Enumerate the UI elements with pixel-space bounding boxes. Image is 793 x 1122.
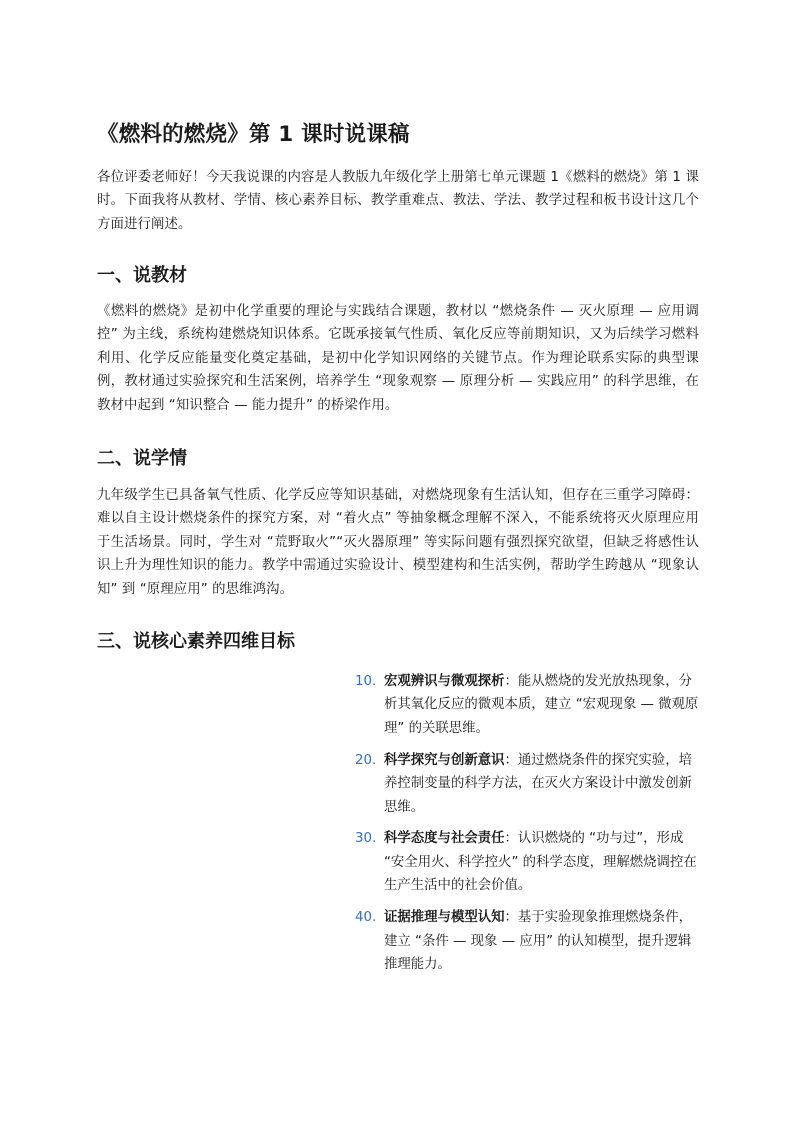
objective-title: 证据推理与模型认知 — [384, 910, 505, 926]
objective-number: 20. — [355, 752, 377, 768]
objective-text: ：通过燃烧条件的探究实验，培养控制变量的科学方法，在灭火方案设计中激发创新思维。 — [384, 752, 692, 815]
objective-item — [355, 670, 700, 740]
objective-text: ：认识燃烧的 “功与过”，形成 “安全用火、科学控火” 的科学态度，理解燃烧调控在生产生活中的社会价值。 — [384, 831, 697, 894]
objective-text: ：能从燃烧的发光放热现象，分析其氧化反应的微观本质，建立 “宏观现象 — 微观原理” 的关联思维。 — [384, 674, 699, 736]
objective-number: 40. — [355, 910, 377, 926]
objective-number: 10. — [355, 674, 377, 689]
objectives-list — [355, 670, 700, 985]
objective-title: 宏观辨识与微观探析 — [384, 674, 505, 689]
section-heading-textbook: 一、说教材 — [97, 265, 187, 286]
objective-item — [355, 906, 700, 976]
section-body-textbook: 《燃料的燃烧》是初中化学重要的理论与实践结合课题，教材以 “燃烧条件 — 灭火原理 — 应用调控” 为主线，系统构建燃烧知识体系。它既承接氧气性质、氧化反应等前期知识，又为后续学习燃料利用、化学反应能量变化奠定基础，是初中化学知识网络的关键节点。作为理论联系实际的典型课例，教材通过实验探究和生活案例，培养学生 “现象观察 — 原理分析 — 实践应用” 的科学思维，在教材中起到 “知识整合 — 能力提升” 的桥梁作用。 — [97, 304, 699, 413]
section-heading-objectives: 三、说核心素养四维目标 — [97, 631, 295, 652]
objective-item — [355, 749, 700, 819]
objective-title: 科学探究与创新意识 — [384, 752, 505, 768]
section-body-students: 九年级学生已具备氧气性质、化学反应等知识基础，对燃烧现象有生活认知，但存在三重学习障碍：难以自主设计燃烧条件的探究方案，对 “着火点” 等抽象概念理解不深入，不能系统将灭火原理应用于生活场景。同时，学生对 “荒野取火”“灭火器原理” 等实际问题有强烈探究欲望，但缺乏将感性认识上升为理性知识的能力。教学中需通过实验设计、模型建构和生活实例，帮助学生跨越从 “现象认知” 到 “原理应用” 的思维鸿沟。 — [97, 488, 699, 597]
objective-title: 科学态度与社会责任 — [384, 831, 505, 847]
section-heading-students: 二、说学情 — [97, 448, 187, 469]
document-title: 《燃料的燃烧》第 1 课时说课稿 — [97, 122, 410, 147]
objective-item — [355, 827, 700, 897]
objective-number: 30. — [355, 831, 377, 847]
objective-text: ：基于实验现象推理燃烧条件，建立 “条件 — 现象 — 应用” 的认知模型，提升逻辑推理能力。 — [384, 910, 692, 972]
intro-paragraph: 各位评委老师好！今天我说课的内容是人教版九年级化学上册第七单元课题 1《燃料的燃烧》第 1 课时。下面我将从教材、学情、核心素养目标、教学重难点、教法、学法、教学过程和板书设计这几个方面进行阐述。 — [97, 170, 699, 232]
